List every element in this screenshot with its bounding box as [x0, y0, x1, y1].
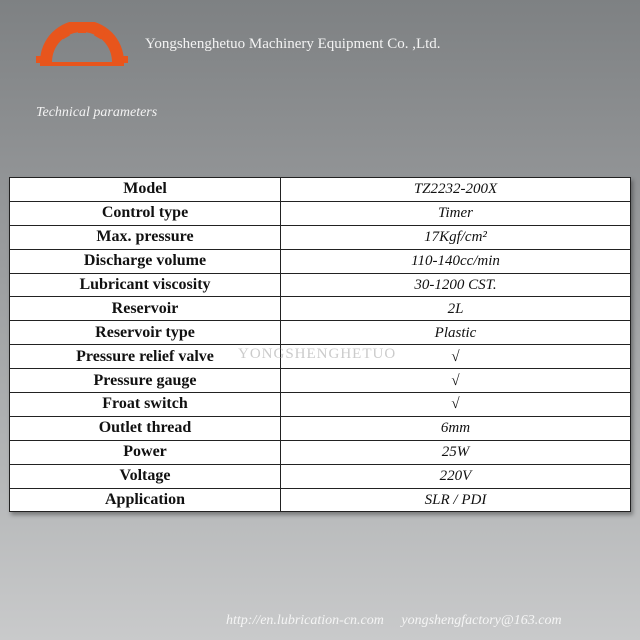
param-value: TZ2232-200X — [281, 178, 631, 202]
param-value: 25W — [281, 440, 631, 464]
param-name: Reservoir type — [10, 321, 281, 345]
email-link[interactable]: yongshengfactory@163.com — [401, 613, 562, 628]
param-name: Control type — [10, 201, 281, 225]
company-name: Yongshenghetuo Machinery Equipment Co. ,Ltd. — [145, 36, 441, 52]
table-row — [10, 225, 631, 249]
param-name: Voltage — [10, 464, 281, 488]
param-name: Discharge volume — [10, 249, 281, 273]
parameters-table — [9, 177, 631, 512]
param-value: 6mm — [281, 416, 631, 440]
param-value: Timer — [281, 201, 631, 225]
table-row — [10, 464, 631, 488]
param-value: Plastic — [281, 321, 631, 345]
table-row — [10, 178, 631, 202]
param-value: 17Kgf/cm² — [281, 225, 631, 249]
param-name: Model — [10, 178, 281, 202]
param-name: Pressure relief valve — [10, 345, 281, 369]
table-row — [10, 345, 631, 369]
table-row — [10, 249, 631, 273]
param-value: 30-1200 CST. — [281, 273, 631, 297]
param-name: Application — [10, 488, 281, 512]
table-row — [10, 416, 631, 440]
param-value: SLR / PDI — [281, 488, 631, 512]
param-name: Pressure gauge — [10, 369, 281, 393]
param-value: √ — [281, 369, 631, 393]
watermark: YONGSHENGHETUO — [238, 346, 397, 362]
table-row — [10, 201, 631, 225]
website-link[interactable]: http://en.lubrication-cn.com — [226, 613, 384, 628]
company-logo — [34, 22, 130, 66]
param-name: Power — [10, 440, 281, 464]
param-name: Reservoir — [10, 297, 281, 321]
param-value: 220V — [281, 464, 631, 488]
param-value: √ — [281, 393, 631, 417]
table-row — [10, 488, 631, 512]
param-name: Froat switch — [10, 393, 281, 417]
param-name: Lubricant viscosity — [10, 273, 281, 297]
footer — [226, 613, 576, 629]
section-title: Technical parameters — [36, 105, 158, 120]
table-row — [10, 369, 631, 393]
table-row — [10, 440, 631, 464]
table-row — [10, 321, 631, 345]
table-row — [10, 297, 631, 321]
param-value: √ — [281, 345, 631, 369]
table-row — [10, 273, 631, 297]
param-value: 2L — [281, 297, 631, 321]
param-name: Max. pressure — [10, 225, 281, 249]
param-value: 110-140cc/min — [281, 249, 631, 273]
param-name: Outlet thread — [10, 416, 281, 440]
header — [0, 0, 640, 80]
table-row — [10, 393, 631, 417]
